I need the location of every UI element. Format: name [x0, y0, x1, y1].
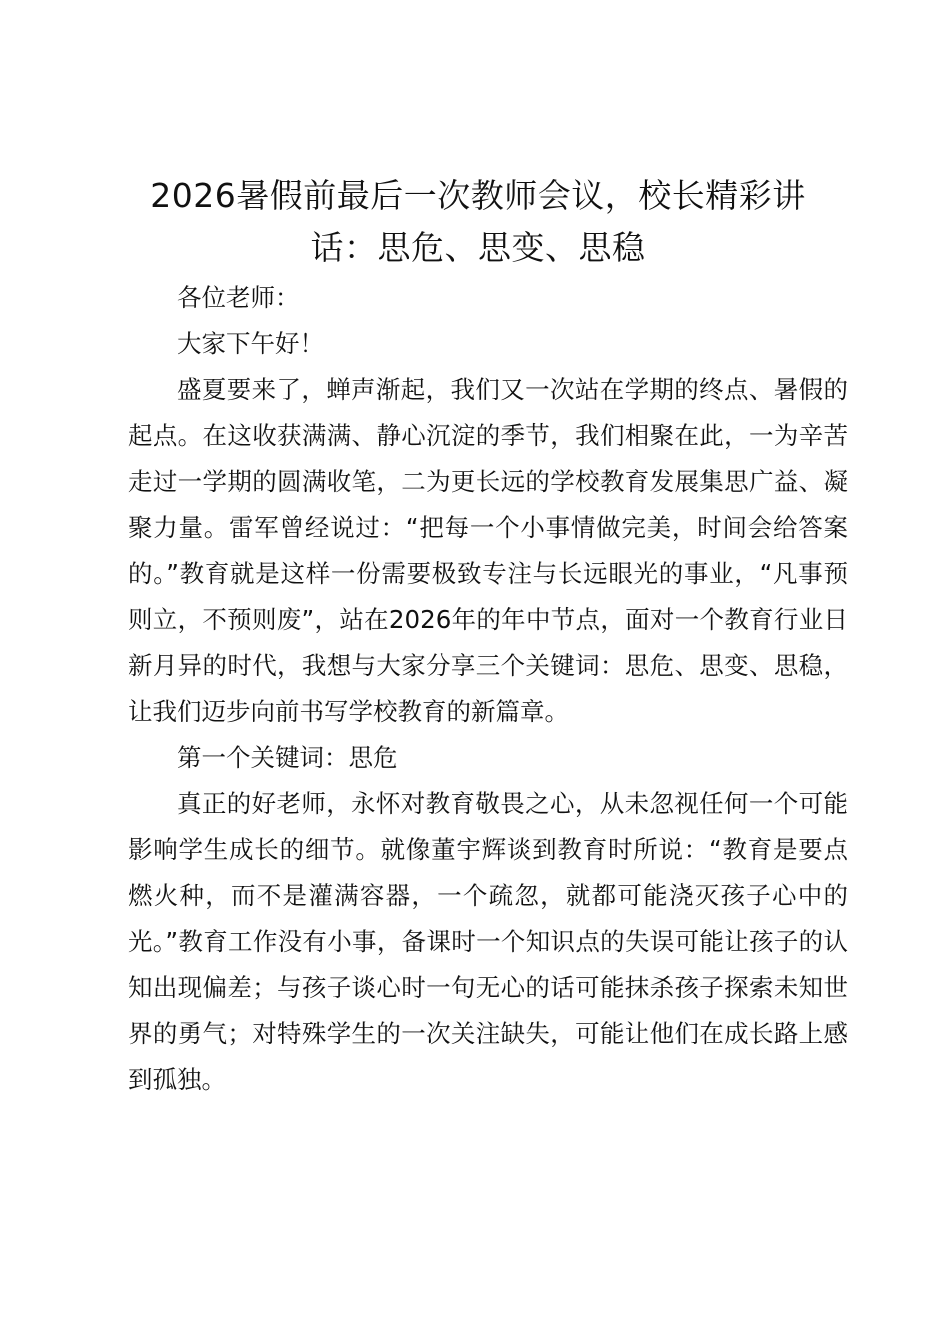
document-title: 2026暑假前最后一次教师会议，校长精彩讲话：思危、思变、思稳: [150, 176, 806, 267]
greeting: 大家下午好！: [177, 329, 324, 358]
salutation: 各位老师：: [177, 283, 300, 312]
paragraph-section-1: 真正的好老师，永怀对教育敬畏之心，从未忽视任何一个可能影响学生成长的细节。就像董宇辉谈到教育时所说：“教育是要点燃火种，而不是灌满容器，一个疏忽，就都可能浇灭孩子心中的光。”教育工作没有小事，备课时一个知识点的失误可能让孩子的认知出现偏差；与孩子谈心时一句无心的话可能抹杀孩子探索未知世界的勇气；对特殊学生的一次关注缺失，可能让他们在成长路上感到孤独。: [128, 789, 848, 1094]
section-heading-1: 第一个关键词：思危: [177, 743, 398, 772]
paragraph-intro: 盛夏要来了，蝉声渐起，我们又一次站在学期的终点、暑假的起点。在这收获满满、静心沉淀的季节，我们相聚在此，一为辛苦走过一学期的圆满收笔，二为更长远的学校教育发展集思广益、凝聚力量。雷军曾经说过：“把每一个小事情做完美，时间会给答案的。”教育就是这样一份需要极致专注与长远眼光的事业，“凡事预则立，不预则废”，站在2026年的年中节点，面对一个教育行业日新月异的时代，我想与大家分享三个关键词：思危、思变、思稳，让我们迈步向前书写学校教育的新篇章。: [128, 375, 848, 726]
document-body: [128, 275, 848, 1103]
